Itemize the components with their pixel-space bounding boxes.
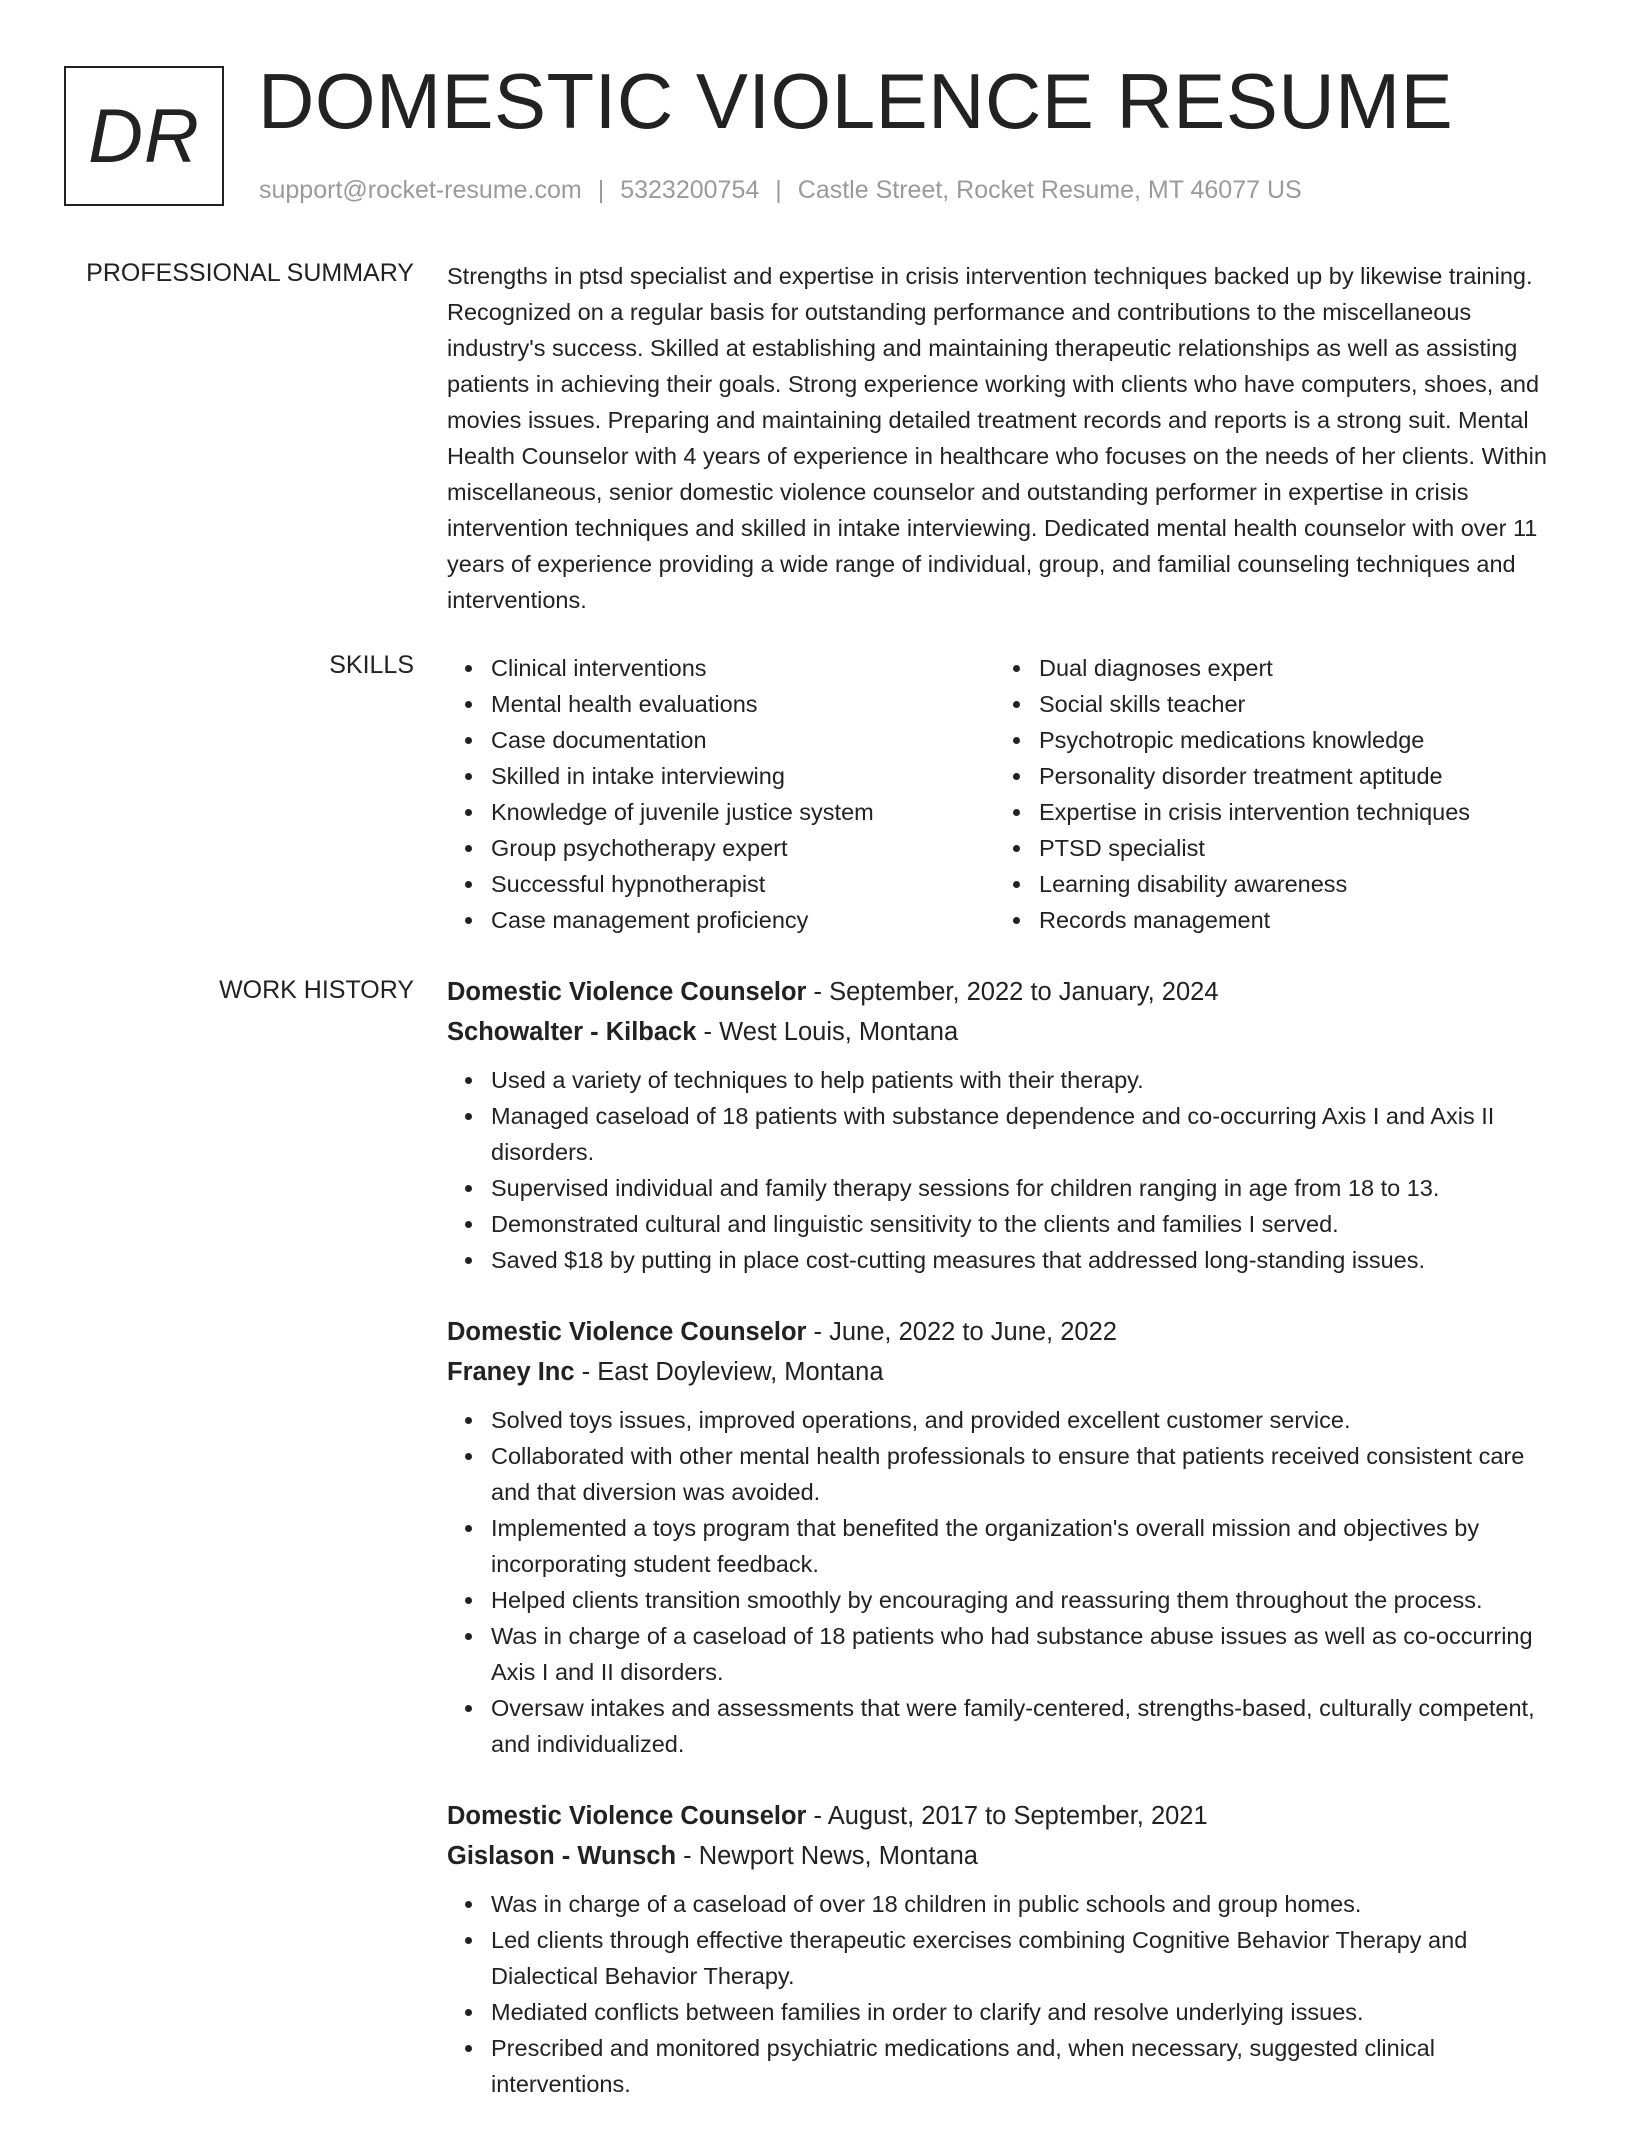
skills-list-left bbox=[447, 650, 995, 938]
contact-phone[interactable]: 5323200754 bbox=[620, 176, 760, 204]
contact-email[interactable]: support@rocket-resume.com bbox=[259, 176, 582, 204]
skill-item: Dual diagnoses expert bbox=[995, 650, 1543, 686]
job-duty: Saved $18 by putting in place cost-cutting measures that addressed long-standing issues. bbox=[447, 1242, 1567, 1278]
skill-item: Knowledge of juvenile justice system bbox=[447, 794, 995, 830]
contact-separator: | bbox=[597, 176, 605, 204]
work-history-heading: WORK HISTORY bbox=[219, 976, 414, 1004]
skills-body bbox=[447, 650, 1567, 938]
job-location: - East Doyleview, Montana bbox=[574, 1358, 884, 1386]
job-duty: Demonstrated cultural and linguistic sensitivity to the clients and families I served. bbox=[447, 1206, 1567, 1242]
skill-item: Learning disability awareness bbox=[995, 866, 1543, 902]
skills-heading: SKILLS bbox=[329, 651, 414, 679]
job-dates: - August, 2017 to September, 2021 bbox=[806, 1802, 1208, 1830]
skill-item: Successful hypnotherapist bbox=[447, 866, 995, 902]
job-entry bbox=[447, 1796, 1567, 2102]
job-dates: - September, 2022 to January, 2024 bbox=[806, 978, 1219, 1006]
job-duty: Solved toys issues, improved operations, and provided excellent customer service. bbox=[447, 1402, 1567, 1438]
job-duty: Was in charge of a caseload of 18 patients who had substance abuse issues as well as co-occurring Axis I and II disorders. bbox=[447, 1618, 1567, 1690]
skill-item: Mental health evaluations bbox=[447, 686, 995, 722]
skill-item: Social skills teacher bbox=[995, 686, 1543, 722]
skill-item: Personality disorder treatment aptitude bbox=[995, 758, 1543, 794]
job-entry bbox=[447, 1312, 1567, 1762]
skill-item: Records management bbox=[995, 902, 1543, 938]
resume-title: DOMESTIC VIOLENCE RESUME bbox=[258, 57, 1454, 145]
skills-grid bbox=[447, 650, 1567, 938]
job-company-line bbox=[447, 1836, 1567, 1876]
job-company-line bbox=[447, 1012, 1567, 1052]
contact-separator: | bbox=[775, 176, 782, 204]
job-title: Domestic Violence Counselor bbox=[447, 1318, 807, 1346]
summary-text: Strengths in ptsd specialist and expertise in crisis intervention techniques backed up by likewise training. Recognized on a regular basis for outstanding performance and contributions to the miscellaneous industry's success. Skilled at establishing and maintaining therapeutic relationships as well as assisting patients in achieving their goals. Strong experience working with clients who have computers, shoes, and movies issues. Preparing and maintaining detailed treatment records and reports is a strong suit. Mental Health Counselor with 4 years of experience in healthcare who focuses on the needs of her clients. Within miscellaneous, senior domestic violence counselor and outstanding performer in expertise in crisis intervention techniques and skilled in intake interviewing. Dedicated mental health counselor with over 11 years of experience providing a wide range of individual, group, and familial counseling techniques and interventions. bbox=[447, 263, 1547, 613]
job-title: Domestic Violence Counselor bbox=[447, 978, 807, 1006]
work-history-body bbox=[447, 972, 1567, 2136]
contact-address: Castle Street, Rocket Resume, MT 46077 US bbox=[797, 176, 1302, 204]
job-company: Franey Inc bbox=[447, 1358, 575, 1386]
skill-item: Group psychotherapy expert bbox=[447, 830, 995, 866]
skill-item: Psychotropic medications knowledge bbox=[995, 722, 1543, 758]
monogram-badge bbox=[64, 66, 224, 206]
job-dates: - June, 2022 to June, 2022 bbox=[806, 1318, 1117, 1346]
skill-item: Clinical interventions bbox=[447, 650, 995, 686]
job-duties-list bbox=[447, 1886, 1567, 2102]
contact-line bbox=[259, 176, 1302, 205]
job-duty: Prescribed and monitored psychiatric medications and, when necessary, suggested clinical interventions. bbox=[447, 2030, 1567, 2102]
job-entry bbox=[447, 972, 1567, 1278]
skill-item: Expertise in crisis intervention techniques bbox=[995, 794, 1543, 830]
job-duty: Collaborated with other mental health professionals to ensure that patients received consistent care and that diversion was avoided. bbox=[447, 1438, 1567, 1510]
job-duty: Managed caseload of 18 patients with substance dependence and co-occurring Axis I and Axis II disorders. bbox=[447, 1098, 1567, 1170]
job-duty: Supervised individual and family therapy sessions for children ranging in age from 18 to 13. bbox=[447, 1170, 1567, 1206]
job-company: Schowalter - Kilback bbox=[447, 1018, 697, 1046]
job-company-line bbox=[447, 1352, 1567, 1392]
skill-item: Case documentation bbox=[447, 722, 995, 758]
monogram-initials: DR bbox=[88, 93, 200, 179]
job-title-line bbox=[447, 1312, 1567, 1352]
skills-list-right bbox=[995, 650, 1543, 938]
job-company: Gislason - Wunsch bbox=[447, 1842, 677, 1870]
summary-heading: PROFESSIONAL SUMMARY bbox=[86, 259, 414, 287]
job-duty: Mediated conflicts between families in order to clarify and resolve underlying issues. bbox=[447, 1994, 1567, 2030]
job-title-line bbox=[447, 1796, 1567, 1836]
job-duty: Oversaw intakes and assessments that were family-centered, strengths-based, culturally competent, and individualized. bbox=[447, 1690, 1567, 1762]
job-duties-list bbox=[447, 1402, 1567, 1762]
job-duty: Implemented a toys program that benefited the organization's overall mission and objectives by incorporating student feedback. bbox=[447, 1510, 1567, 1582]
summary-body bbox=[447, 258, 1567, 618]
job-duties-list bbox=[447, 1062, 1567, 1278]
job-duty: Helped clients transition smoothly by encouraging and reassuring them throughout the process. bbox=[447, 1582, 1567, 1618]
job-duty: Used a variety of techniques to help patients with their therapy. bbox=[447, 1062, 1567, 1098]
skill-item: Skilled in intake interviewing bbox=[447, 758, 995, 794]
skill-item: Case management proficiency bbox=[447, 902, 995, 938]
skill-item: PTSD specialist bbox=[995, 830, 1543, 866]
job-location: - Newport News, Montana bbox=[676, 1842, 978, 1870]
job-location: - West Louis, Montana bbox=[696, 1018, 959, 1046]
job-title-line bbox=[447, 972, 1567, 1012]
job-title: Domestic Violence Counselor bbox=[447, 1802, 807, 1830]
job-duty: Led clients through effective therapeutic exercises combining Cognitive Behavior Therapy and Dialectical Behavior Therapy. bbox=[447, 1922, 1567, 1994]
job-duty: Was in charge of a caseload of over 18 children in public schools and group homes. bbox=[447, 1886, 1567, 1922]
